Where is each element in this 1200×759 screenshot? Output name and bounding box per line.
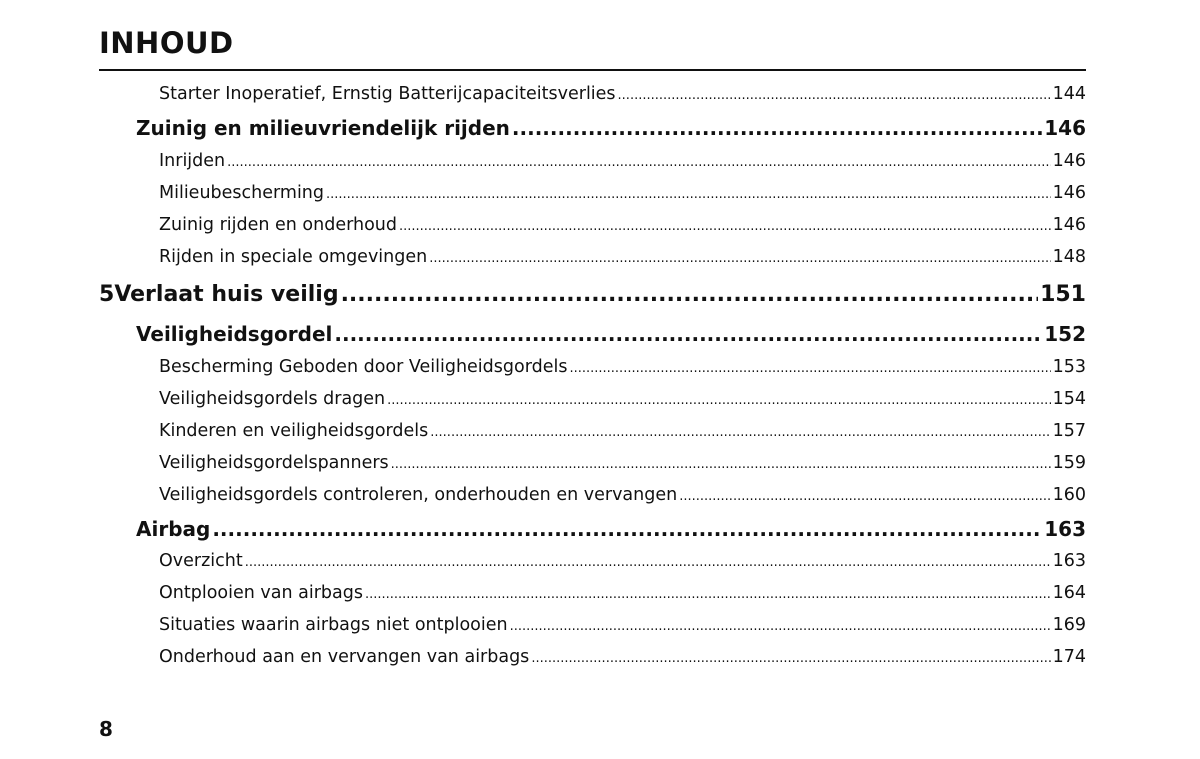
toc-entry-title: Zuinig rijden en onderhoud [159,215,397,235]
toc-entry-title: Veiligheidsgordel [136,322,333,346]
toc-entry-page: 160 [1052,485,1086,505]
toc-entry-page: 159 [1052,453,1086,473]
dot-leader [245,551,1051,571]
toc-entry-title: Bescherming Geboden door Veiligheidsgordels [159,357,568,377]
toc-entry[interactable] [99,116,1086,140]
dot-leader [618,84,1051,104]
toc-entry-page: 146 [1052,215,1086,235]
dot-leader [512,116,1042,140]
toc-entry-page: 146 [1052,151,1086,171]
toc-entry[interactable] [99,615,1086,635]
header-rule [99,69,1086,71]
toc-entry-title: Veiligheidsgordels dragen [159,389,386,409]
dot-leader [341,282,1038,307]
page-number: 8 [99,717,113,741]
toc-entry-title: Ontplooien van airbags [159,583,363,603]
toc-chapter-number: 5 [99,282,115,307]
toc-entry-page: 164 [1052,583,1086,603]
toc-entry[interactable] [99,84,1086,104]
dot-leader [569,357,1050,377]
dot-leader [387,389,1050,409]
toc-entry-page: 144 [1052,84,1086,104]
toc-entry[interactable] [99,485,1086,505]
toc-entry[interactable] [99,151,1086,171]
toc-entry[interactable] [99,453,1086,473]
toc-entry-page: 153 [1052,357,1086,377]
toc-entry-page: 163 [1052,551,1086,571]
toc-entry-page: 146 [1052,183,1086,203]
dot-leader [510,615,1051,635]
dot-leader [429,247,1050,267]
toc-entry-page: 152 [1044,322,1086,346]
toc-entry[interactable] [99,551,1086,571]
dot-leader [326,183,1051,203]
toc-entry[interactable] [99,183,1086,203]
toc-entry-title: Airbag [136,517,211,541]
toc-entry-title: Situaties waarin airbags niet ontplooien [159,615,508,635]
toc-entry-title: Inrijden [159,151,226,171]
toc-entry[interactable] [99,357,1086,377]
toc-entry[interactable] [99,322,1086,346]
toc-entry-title: Rijden in speciale omgevingen [159,247,428,267]
toc-entry[interactable] [99,647,1086,667]
toc-entry-title: Overzicht [159,551,243,571]
dot-leader [399,215,1051,235]
toc-entry[interactable] [99,421,1086,441]
toc-entry-title: Onderhoud aan en vervangen van airbags [159,647,530,667]
dot-leader [334,322,1042,346]
toc-entry[interactable] [99,517,1086,541]
dot-leader [212,517,1042,541]
toc-entry-title: Veiligheidsgordels controleren, onderhouden en vervangen [159,485,678,505]
dot-leader [365,583,1051,603]
toc-chapter-entry[interactable] [99,282,1086,307]
toc-entry[interactable] [99,215,1086,235]
toc-entry-title: Starter Inoperatief, Ernstig Batterijcapaciteitsverlies [159,84,616,104]
toc-entry-page: 169 [1052,615,1086,635]
toc-entry-title: Kinderen en veiligheidsgordels [159,421,429,441]
toc-entry-title: Verlaat huis veilig [114,282,339,307]
toc-entry-page: 174 [1052,647,1086,667]
toc-entry-title: Milieubescherming [159,183,325,203]
toc-entry-page: 154 [1052,389,1086,409]
dot-leader [531,647,1050,667]
toc-entry-page: 148 [1052,247,1086,267]
page-title: INHOUD [99,26,234,60]
dot-leader [679,485,1050,505]
dot-leader [227,151,1050,171]
toc-entry[interactable] [99,247,1086,267]
toc-entry-page: 163 [1044,517,1086,541]
toc-entry[interactable] [99,583,1086,603]
toc-entry-page: 157 [1052,421,1086,441]
toc-entry-title: Veiligheidsgordelspanners [159,453,389,473]
dot-leader [430,421,1050,441]
dot-leader [391,453,1051,473]
toc-entry-page: 151 [1040,282,1086,307]
toc-entry[interactable] [99,389,1086,409]
toc-entry-title: Zuinig en milieuvriendelijk rijden [136,116,510,140]
toc-entry-page: 146 [1044,116,1086,140]
